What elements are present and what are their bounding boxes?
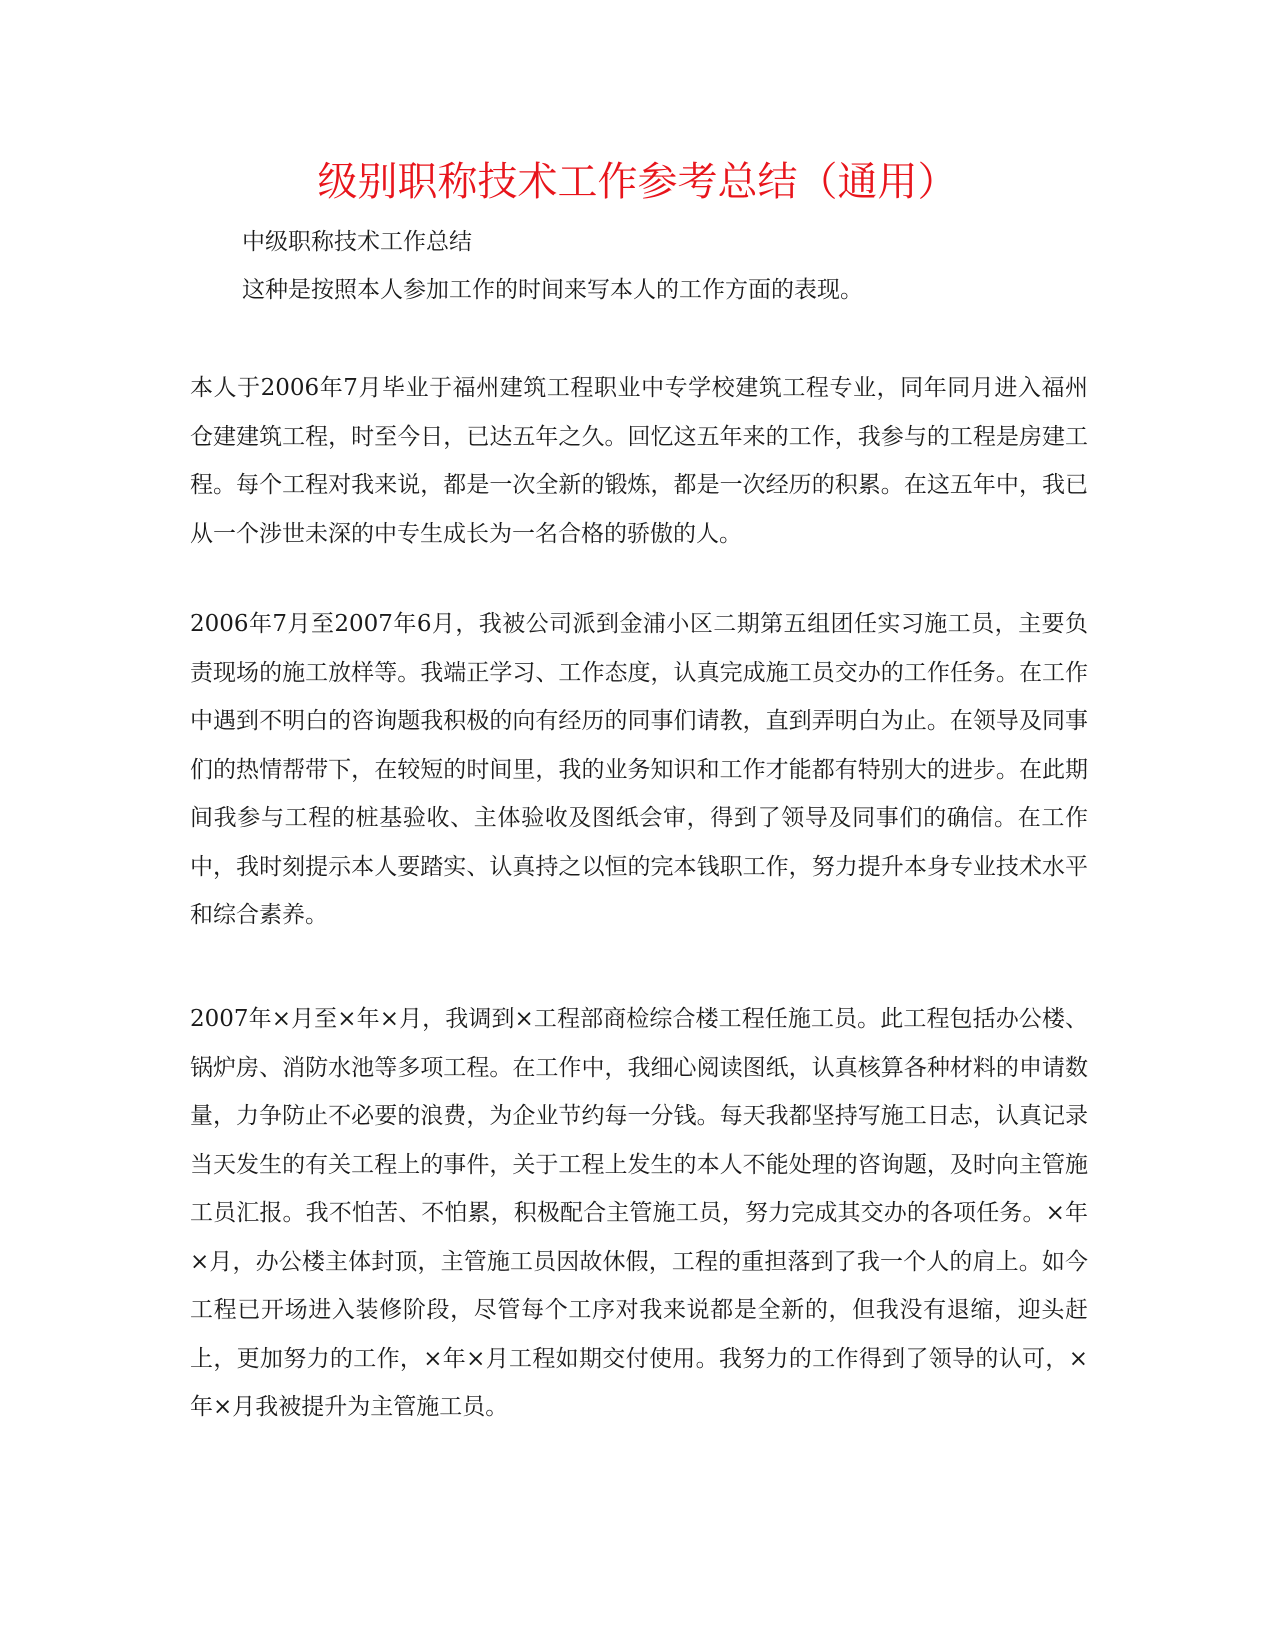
intro-line: 这种是按照本人参加工作的时间来写本人的工作方面的表现。 [242, 277, 863, 303]
body-paragraph-1: 本人于2006年7月毕业于福州建筑工程职业中专学校建筑工程专业，同年同月进入福州仓建建筑工程，时至今日，已达五年之久。回忆这五年来的工作，我参与的工程是房建工程。每个工程对我来说，都是一次全新的锻炼，都是一次经历的积累。在这五年中，我已从一个涉世未深的中专生成长为一名合格的骄傲的人。 [190, 375, 1088, 547]
document-subtitle: 中级职称技术工作总结 [242, 229, 472, 255]
document-title: 级别职称技术工作参考总结（通用） [317, 159, 958, 205]
body-paragraph-2: 2006年7月至2007年6月，我被公司派到金浦小区二期第五组团任实习施工员，主要负责现场的施工放样等。我端正学习、工作态度，认真完成施工员交办的工作任务。在工作中遇到不明白的咨询题我积极的向有经历的同事们请教，直到弄明白为止。在领导及同事们的热情帮带下，在较短的时间里，我的业务知识和工作才能都有特别大的进步。在此期间我参与工程的桩基验收、主体验收及图纸会审，得到了领导及同事们的确信。在工作中，我时刻提示本人要踏实、认真持之以恒的完本钱职工作，努力提升本身专业技术水平和综合素养。 [190, 611, 1088, 928]
body-paragraph-3: 2007年×月至×年×月，我调到×工程部商检综合楼工程任施工员。此工程包括办公楼、锅炉房、消防水池等多项工程。在工作中，我细心阅读图纸，认真核算各种材料的申请数量，力争防止不必要的浪费，为企业节约每一分钱。每天我都坚持写施工日志，认真记录当天发生的有关工程上的事件，关于工程上发生的本人不能处理的咨询题，及时向主管施工员汇报。我不怕苦、不怕累，积极配合主管施工员，努力完成其交办的各项任务。×年×月，办公楼主体封顶，主管施工员因故休假，工程的重担落到了我一个人的肩上。如今工程已开场进入装修阶段，尽管每个工序对我来说都是全新的，但我没有退缩，迎头赶上，更加努力的工作，×年×月工程如期交付使用。我努力的工作得到了领导的认可，×年×月我被提升为主管施工员。 [190, 1006, 1088, 1420]
